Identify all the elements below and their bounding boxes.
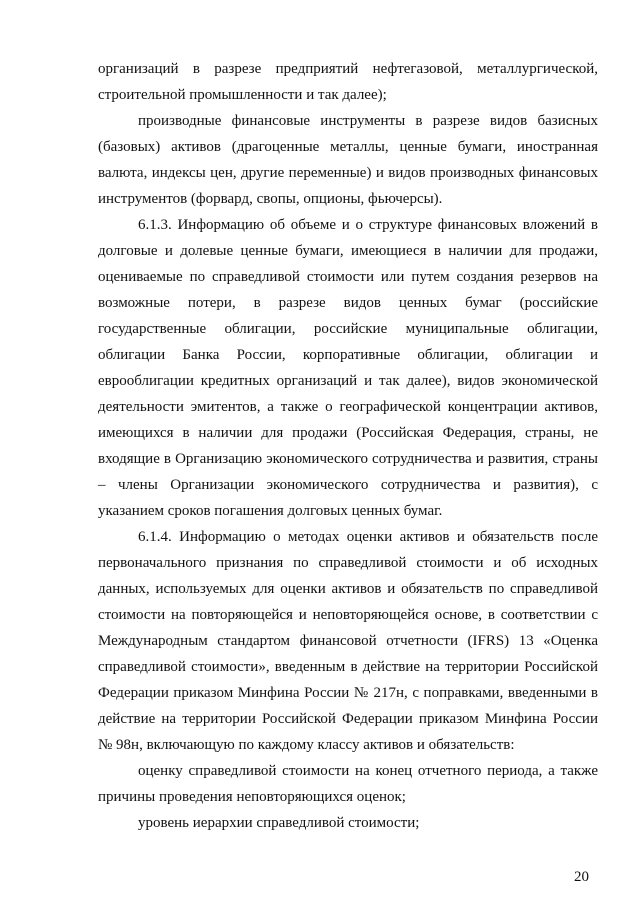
page-number: 20 [574, 869, 589, 885]
document-page [98, 56, 598, 836]
paragraph-6-1-4: 6.1.4. Информацию о методах оценки активов и обязательств после первоначального признания по справедливой стоимости и об исходных данных, используемых для оценки активов и обязательств по справедливой стоимости на повторяющейся и неповторяющейся основе, в соответствии с Международным стандартом финансовой отчетности (IFRS) 13 «Оценка справедливой стоимости», введенным в действие на территории Российской Федерации приказом Минфина России № 217н, с поправками, введенными в действие на территории Российской Федерации приказом Минфина России № 98н, включающую по каждому классу активов и обязательств: [98, 529, 598, 753]
paragraph-continuation: организаций в разрезе предприятий нефтегазовой, металлургической, строительной промышленности и так далее); [98, 61, 598, 103]
paragraph-derivatives: производные финансовые инструменты в разрезе видов базисных (базовых) активов (драгоценные металлы, ценные бумаги, иностранная валюта, индексы цен, другие переменные) и видов производных финансовых инструментов (форвард, свопы, опционы, фьючерсы). [98, 113, 598, 207]
paragraph-fair-value-estimate: оценку справедливой стоимости на конец отчетного периода, а также причины проведения неповторяющихся оценок; [98, 763, 598, 805]
paragraph-hierarchy-level: уровень иерархии справедливой стоимости; [138, 815, 420, 831]
paragraph-6-1-3: 6.1.3. Информацию об объеме и о структуре финансовых вложений в долговые и долевые ценные бумаги, имеющиеся в наличии для продажи, оцениваемые по справедливой стоимости или путем создания резервов на возможные потери, в разрезе видов ценных бумаг (российские государственные облигации, российские муниципальные облигации, облигации Банка России, корпоративные облигации, облигации и еврооблигации кредитных организаций и так далее), видов экономической деятельности эмитентов, а также о географической концентрации активов, имеющихся в наличии для продажи (Российская Федерация, страны, не входящие в Организацию экономического сотрудничества и развития, страны – члены Организации экономического сотрудничества и развития), с указанием сроков погашения долговых ценных бумаг. [98, 217, 598, 519]
